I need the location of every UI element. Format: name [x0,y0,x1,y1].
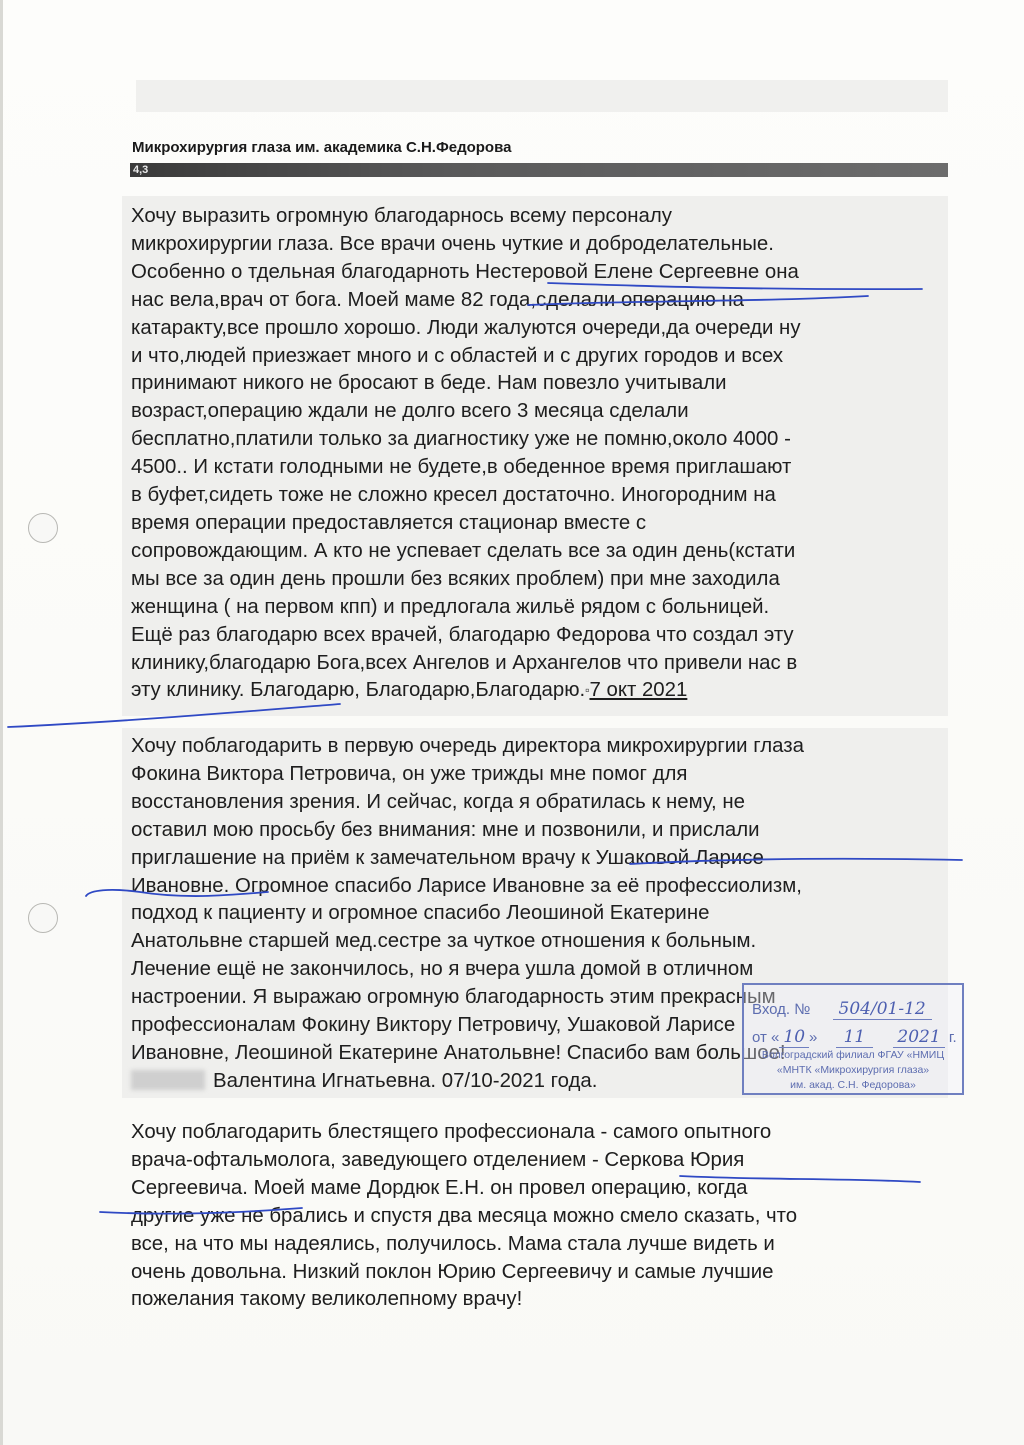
review-line: микрохирургии глаза. Все врачи очень чуткие и доброделательные. [131,232,774,255]
review-line: в буфет,сидеть тоже не сложно кресел достаточно. Иногородним на [131,484,776,507]
review-line: время операции предоставляется стационар вместе с [131,511,647,534]
review-line: оставил мою просьбу без внимания: мне и позвонили, и прислали [131,818,760,841]
page-edge [0,0,3,1445]
review-line: Хочу поблагодарить в первую очередь директора микрохирургии глаза [131,735,804,757]
review-line: возраст,операцию ждали не долго всего 3 месяца сделали [131,400,689,423]
review-line: сопровождающим. А кто не успевает сделать все за один день(кстати [131,539,796,562]
stamp-org-line: им. акад. С.Н. Федорова» [790,1079,916,1091]
review-line: Ивановне, Леошиной Екатерине Анатольвне! Спасибо вам большое! [131,1041,786,1064]
review-date: 7 окт 2021 [589,679,688,702]
stamp-entry-label: Вход. № [752,1001,811,1018]
stamp-day: 10 [779,1027,809,1048]
review-line: клинику,благодарю Бога,всех Ангелов и Архангелов что привели нас в [131,651,798,674]
stamp-year-suffix: г. [948,1029,957,1046]
review-line: принимают никого не бросают в беде. Нам повезло учитывали [131,372,727,395]
review-line: настроении. Я выражаю огромную благодарность этим прекрасным [131,986,776,1009]
stamp-from-label: от « [752,1029,780,1046]
review-line: очень довольна. Низкий поклон Юрию Сергеевичу и самые лучшие [131,1260,774,1283]
review-line: Сергеевича. Моей маме Дордюк Е.Н. он провел операцию, когда [131,1176,748,1199]
punch-hole-bottom [28,903,58,933]
review-line: женщина ( на первом кпп) и предлогала жильё рядом с больницей. [131,595,770,618]
review-line: мы все за один день прошли без всяких проблем) при мне заходила [131,567,780,590]
review-line: Хочу поблагодарить блестящего профессионала - самого опытного [131,1121,772,1143]
review-line: нас вела,врач от бога. Моей маме 82 года,сделали операцию на [131,288,745,311]
review-line: подход к пациенту и огромное спасибо Леошиной Екатерине [131,902,710,925]
review-line: другие уже не брались и спустя два месяца можно смело сказать, что [131,1204,798,1227]
review-line: восстановления зрения. И сейчас, когда я обратилась к нему, не [131,790,745,813]
redacted-surname [131,1070,205,1090]
registration-stamp [742,983,964,1095]
review-line: все, на что мы надеялись, получилось. Мама стала лучше видеть и [131,1232,775,1255]
review-line: Лечение ещё не закончилось, но я вчера ушла домой в отличном [131,958,754,981]
stamp-month: 11 [836,1027,874,1048]
box-glyph: ▫ [585,683,590,698]
stamp-day-close: » [809,1029,818,1046]
stamp-entry-row [752,999,932,1019]
review-line: бесплатно,платили только за диагностику уже не помню,около 4000 - [131,428,791,451]
stamp-date-row [752,1027,957,1047]
review-line: Ещё раз благодарю всех врачей, благодарю Федорова что создал эту [131,623,794,646]
scan-gray-band [136,80,948,112]
review-line: катаракту,все прошло хорошо. Люди жалуются очереди,да очереди ну [131,316,801,339]
review-line: приглашение на приём к замечательном врачу к Ушаковой Ларисе [131,846,764,869]
punch-hole-top [28,513,58,543]
review-line: Ивановне. Огромное спасибо Ларисе Ивановне за её профессиолизм, [131,874,802,897]
review-line: 4500.. И кстати голодными не будете,в обеденное время приглашают [131,456,792,479]
review-line-text: эту клинику. Благодарю, Благодарю,Благодарю. [131,679,586,702]
stamp-org-line: «МНТК «Микрохирургия глаза» [776,1064,930,1076]
review-line: пожелания такому великолепному врачу! [131,1288,523,1311]
stamp-org-line: Волгоградский филиал ФГАУ «НМИЦ [761,1049,945,1061]
review-line: врача-офтальмолога, заведующего отделением - Серкова Юрия [131,1148,745,1171]
review-3 [131,1119,947,1314]
review-line: Фокина Виктора Петровича, он уже трижды мне помог для [131,762,688,785]
review-signature: Валентина Игнатьевна. 07/10-2021 года. [213,1069,598,1092]
stamp-year: 2021 [893,1027,944,1048]
clinic-title: Микрохирургия глаза им. академика С.Н.Федорова [132,139,512,156]
review-last-line [131,677,947,705]
rating-value: 4,3 [133,164,149,176]
review-line: Хочу выразить огромную благодарнось всему персоналу [131,205,672,227]
rating-bar [130,163,948,177]
review-line: Анатольвне старшей мед.сестре за чуткое отношения к больным. [131,930,757,953]
review-1 [131,203,947,705]
review-line: и что,людей приезжает много и с областей и с других городов и всех [131,344,784,367]
stamp-entry-number: 504/01-12 [833,999,932,1020]
review-line: Особенно о тдельная благодарноть Нестеровой Елене Сергеевне она [131,260,799,283]
review-line: профессионалам Фокину Виктору Петровичу, Ушаковой Ларисе [131,1014,736,1037]
